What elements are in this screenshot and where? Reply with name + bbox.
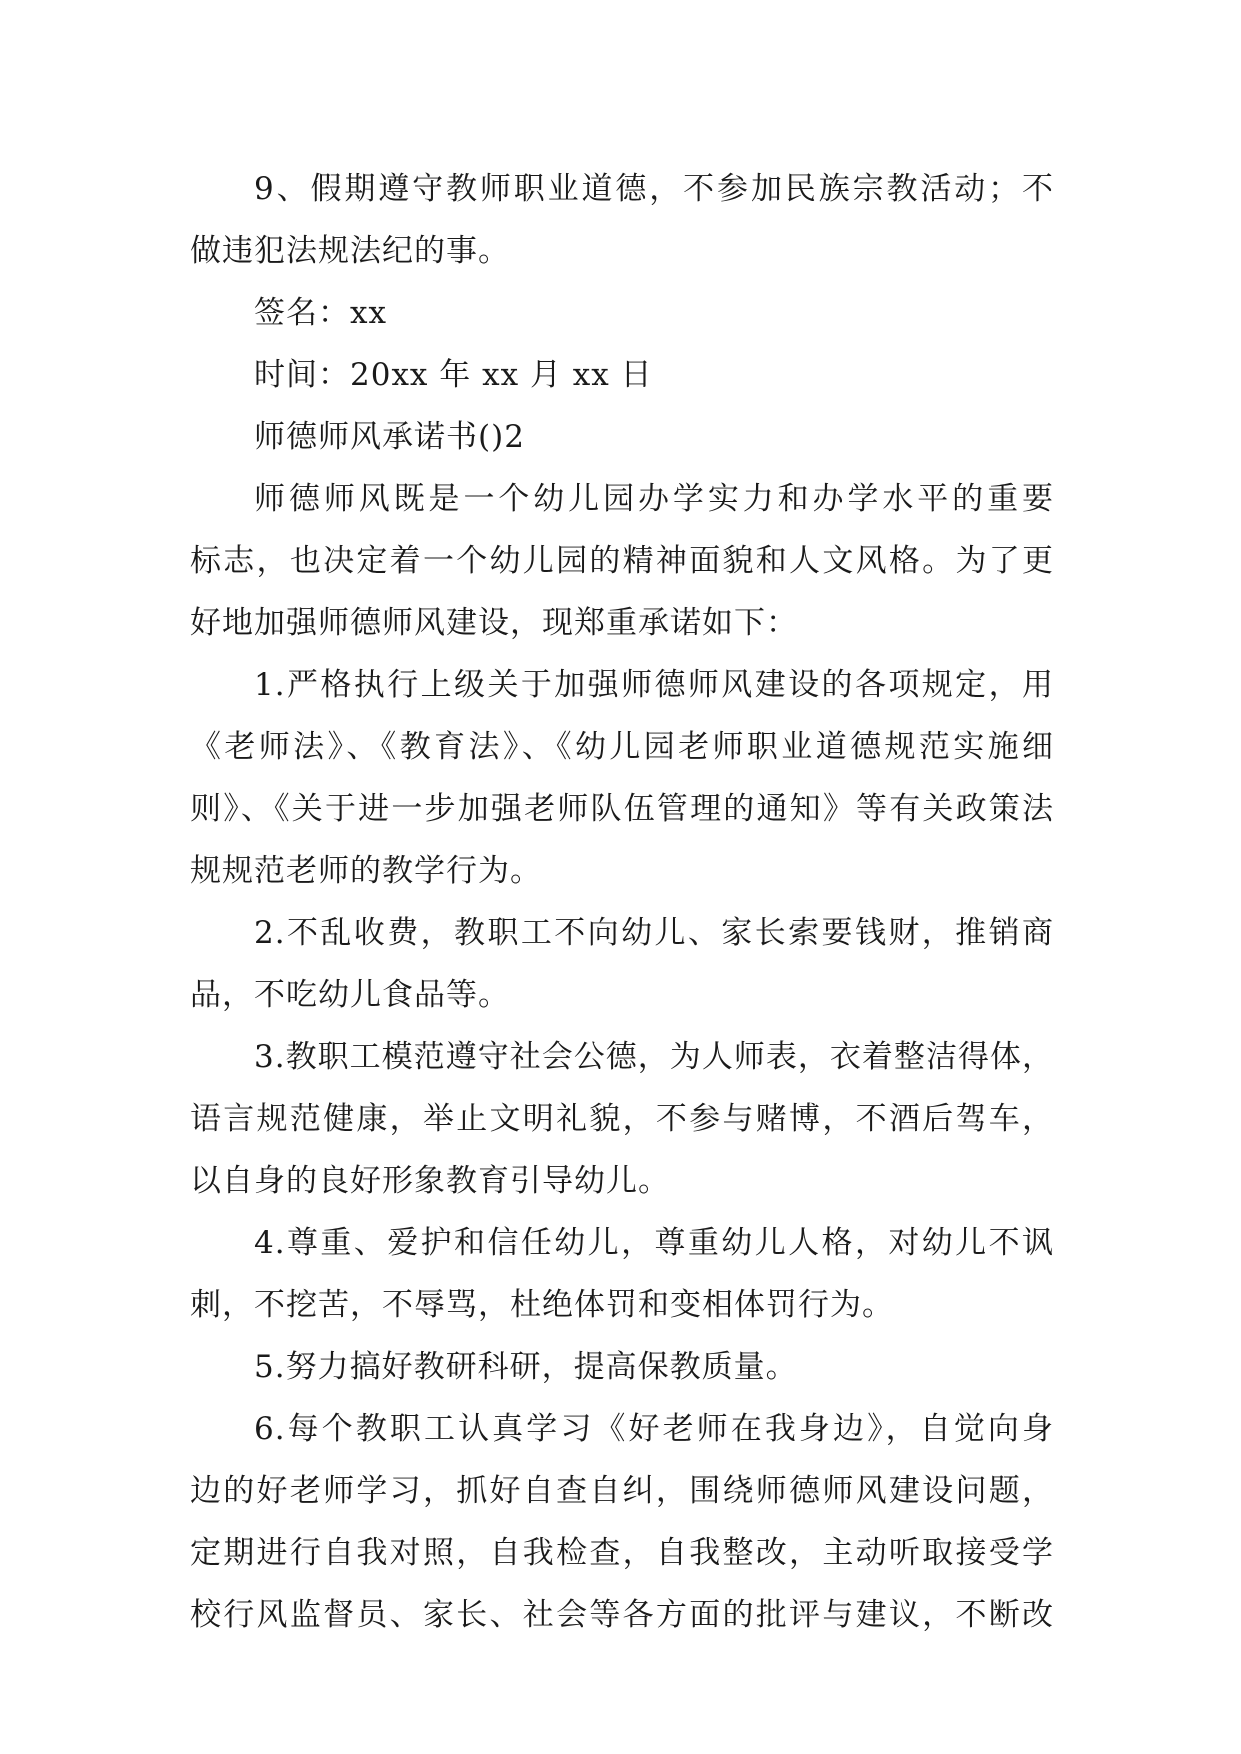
text-line: 规规范老师的教学行为。	[190, 853, 542, 889]
text-line: 边的好老师学习，抓好自查自纠，围绕师德师风建设问题，	[190, 1473, 1054, 1509]
text-line: 3.教职工模范遵守社会公德，为人师表，衣着整洁得体，	[254, 1039, 1054, 1075]
text-line: 师德师风既是一个幼儿园办学实力和办学水平的重要	[254, 481, 1054, 517]
text-line: 师德师风承诺书()2	[254, 419, 525, 455]
text-line: 品，不吃幼儿食品等。	[190, 977, 510, 1013]
text-line: 定期进行自我对照，自我检查，自我整改，主动听取接受学	[190, 1535, 1054, 1571]
text-line: 9、假期遵守教师职业道德，不参加民族宗教活动；不	[254, 171, 1054, 207]
text-line: 以自身的良好形象教育引导幼儿。	[190, 1163, 670, 1199]
text-line: 5.努力搞好教研科研，提高保教质量。	[254, 1349, 798, 1385]
document-page	[190, 158, 1054, 1646]
text-line: 标志，也决定着一个幼儿园的精神面貌和人文风格。为了更	[190, 543, 1054, 579]
document-body	[190, 158, 1054, 1646]
text-line: 6.每个教职工认真学习《好老师在我身边》，自觉向身	[254, 1411, 1054, 1447]
text-line: 时间：20xx 年 xx 月 xx 日	[254, 357, 653, 393]
text-line: 1.严格执行上级关于加强师德师风建设的各项规定，用	[254, 667, 1054, 703]
text-line: 《老师法》、《教育法》、《幼儿园老师职业道德规范实施细	[190, 729, 1054, 765]
text-line: 签名：xx	[254, 295, 387, 331]
text-line: 校行风监督员、家长、社会等各方面的批评与建议，不断改	[190, 1597, 1054, 1633]
text-line: 则》、《关于进一步加强老师队伍管理的通知》等有关政策法	[190, 791, 1054, 827]
text-line: 做违犯法规法纪的事。	[190, 233, 510, 269]
text-line: 刺，不挖苦，不辱骂，杜绝体罚和变相体罚行为。	[190, 1287, 894, 1323]
text-line: 4.尊重、爱护和信任幼儿，尊重幼儿人格，对幼儿不讽	[254, 1225, 1054, 1261]
text-line: 2.不乱收费，教职工不向幼儿、家长索要钱财，推销商	[254, 915, 1054, 951]
text-line: 语言规范健康，举止文明礼貌，不参与赌博，不酒后驾车，	[190, 1101, 1054, 1137]
text-line: 好地加强师德师风建设，现郑重承诺如下：	[190, 605, 798, 641]
